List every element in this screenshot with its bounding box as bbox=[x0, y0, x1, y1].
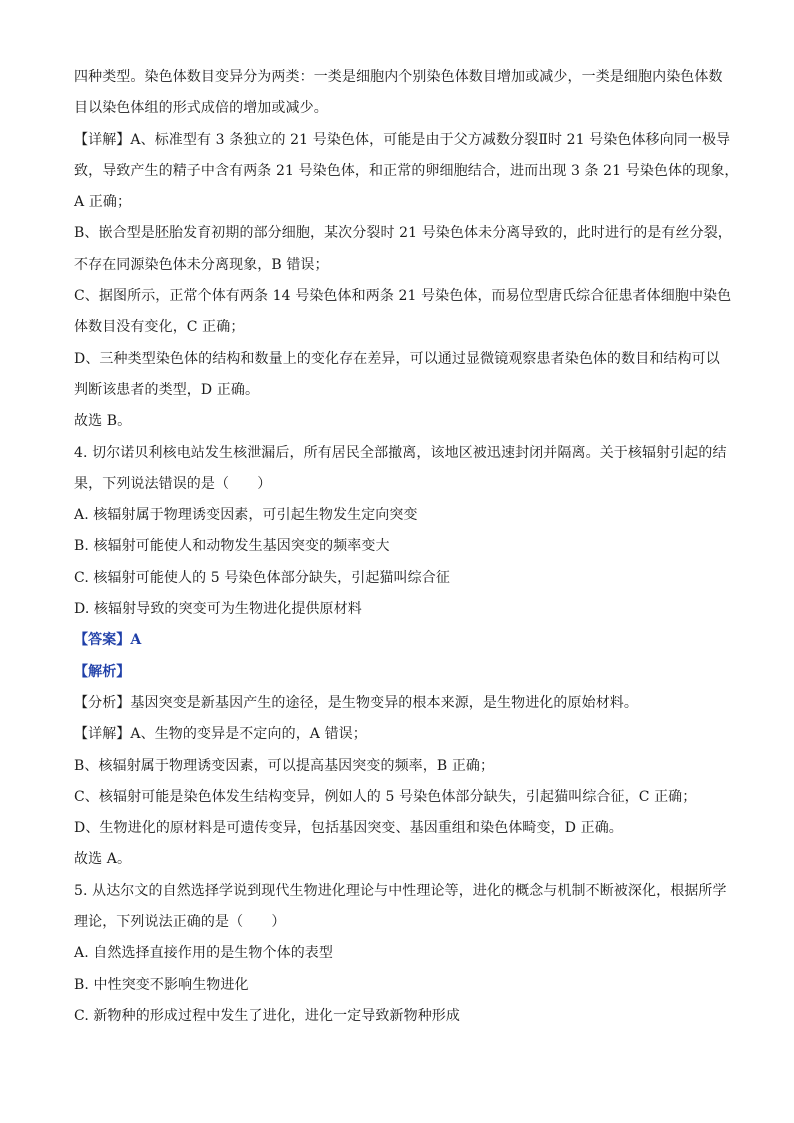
text-line: 故选 B。 bbox=[74, 413, 132, 430]
document-page bbox=[74, 62, 739, 1032]
question-stem: 5. 从达尔文的自然选择学说到现代生物进化理论与中性理论等，进化的概念与机制不断被深化，根据所学 bbox=[74, 882, 727, 899]
text-line: 故选 A。 bbox=[74, 851, 132, 868]
text-line: 【详解】A、生物的变异是不定向的，A 错误； bbox=[74, 726, 367, 743]
question-stem: 理论，下列说法正确的是（ ） bbox=[74, 914, 286, 931]
text-line: 【分析】基因突变是新基因产生的途径，是生物变异的根本来源，是生物进化的原始材料。 bbox=[74, 694, 638, 711]
text-line: 四种类型。染色体数目变异分为两类：一类是细胞内个别染色体数目增加或减少，一类是细胞内染色体数 bbox=[74, 69, 723, 85]
text-line: B、嵌合型是胚胎发育初期的部分细胞，某次分裂时 21 号染色体未分离导致的，此时进行的是有丝分裂， bbox=[74, 225, 732, 242]
question-stem: 4. 切尔诺贝利核电站发生核泄漏后，所有居民全部撤离，该地区被迅速封闭并隔离。关于核辐射引起的结 bbox=[74, 444, 727, 461]
text-line: 目以染色体组的形式成倍的增加或减少。 bbox=[74, 100, 328, 117]
option-b: B. 核辐射可能使人和动物发生基因突变的频率变大 bbox=[74, 538, 390, 555]
text-line: C、核辐射可能是染色体发生结构变异，例如人的 5 号染色体部分缺失，引起猫叫综合征，C 正确； bbox=[74, 788, 697, 805]
analysis-label: 【解析】 bbox=[74, 663, 131, 680]
option-c: C. 核辐射可能使人的 5 号染色体部分缺失，引起猫叫综合征 bbox=[74, 569, 450, 586]
text-line: D、三种类型染色体的结构和数量上的变化存在差异，可以通过显微镜观察患者染色体的数目和结构可以 bbox=[74, 350, 720, 367]
option-c: C. 新物种的形成过程中发生了进化，进化一定导致新物种形成 bbox=[74, 1007, 461, 1024]
text-line: D、生物进化的原材料是可遗传变异，包括基因突变、基因重组和染色体畸变，D 正确。 bbox=[74, 820, 623, 837]
text-line: A 正确； bbox=[74, 194, 132, 211]
answer-label: 【答案】A bbox=[74, 632, 142, 649]
question-stem: 果，下列说法错误的是（ ） bbox=[74, 475, 272, 492]
text-line: C、据图所示，正常个体有两条 14 号染色体和两条 21 号染色体，而易位型唐氏综合征患者体细胞中染色 bbox=[74, 288, 732, 305]
text-line: 体数目没有变化，C 正确； bbox=[74, 319, 245, 336]
option-a: A. 自然选择直接作用的是生物个体的表型 bbox=[74, 945, 334, 962]
option-b: B. 中性突变不影响生物进化 bbox=[74, 976, 249, 993]
option-a: A. 核辐射属于物理诱变因素，可引起生物发生定向突变 bbox=[74, 507, 418, 524]
text-line: 不存在同源染色体未分离现象，B 错误； bbox=[74, 256, 329, 273]
option-d: D. 核辐射导致的突变可为生物进化提供原材料 bbox=[74, 601, 362, 618]
text-line: 判断该患者的类型，D 正确。 bbox=[74, 381, 260, 398]
text-line: B、核辐射属于物理诱变因素，可以提高基因突变的频率，B 正确； bbox=[74, 757, 495, 774]
text-line: 致，导致产生的精子中含有两条 21 号染色体，和正常的卵细胞结合，进而出现 3 条 21 号染色体的现象， bbox=[74, 162, 739, 179]
text-line: 【详解】A、标准型有 3 条独立的 21 号染色体，可能是由于父方减数分裂Ⅱ时 21 号染色体移向同一极导 bbox=[74, 131, 731, 148]
